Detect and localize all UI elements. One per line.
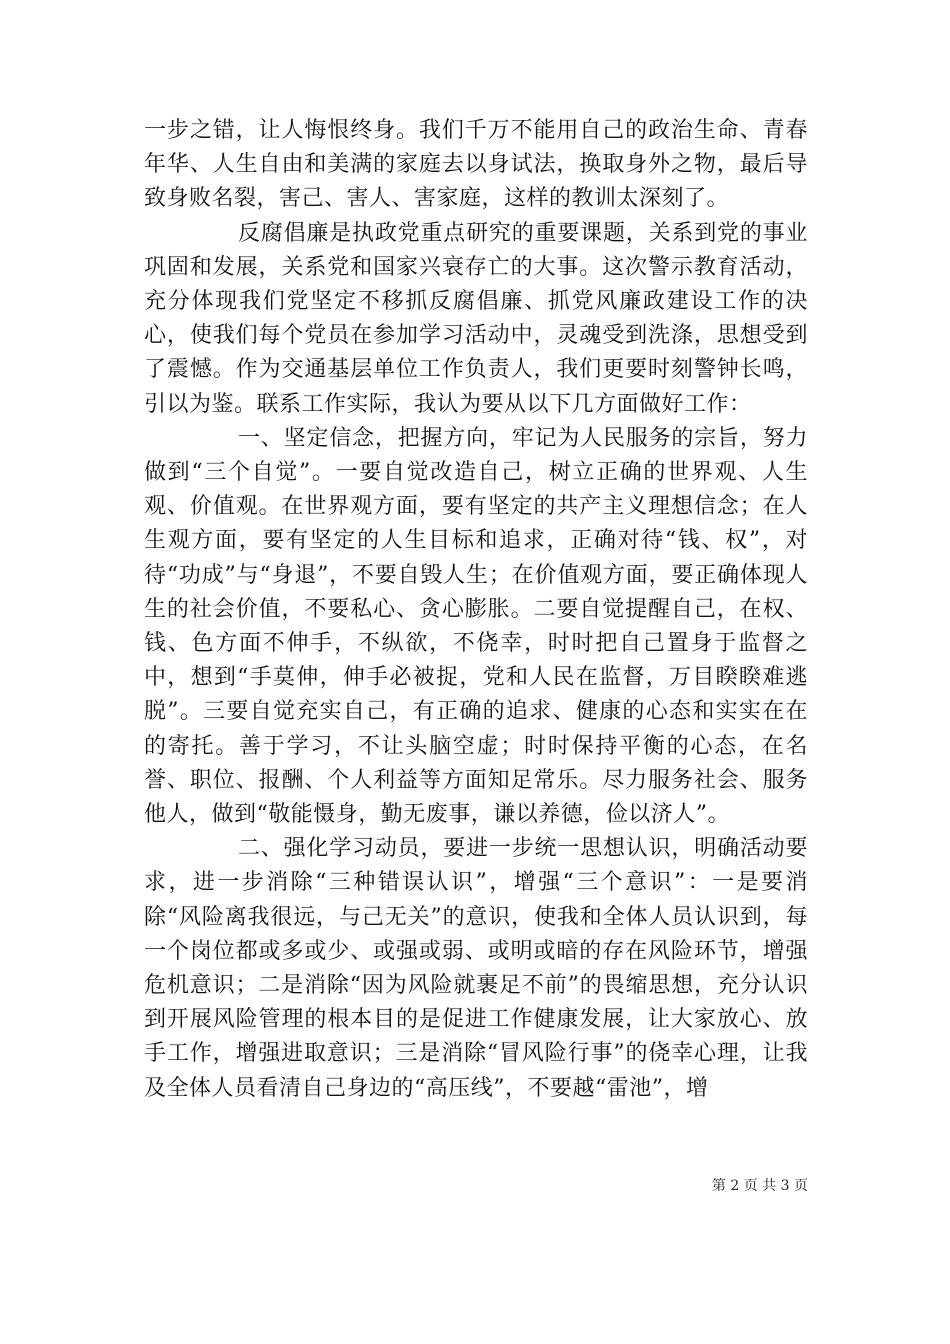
paragraph-1: 一步之错，让人悔恨终身。我们千万不能用自己的政治生命、青春年华、人生自由和美满的家庭去以身试法，换取身外之物，最后导致身败名裂，害己、害人、害家庭，这样的教训太深刻了。: [144, 118, 808, 212]
paragraph-3: 一、坚定信念，把握方向，牢记为人民服务的宗旨，努力做到“三个自觉”。一要自觉改造自己，树立正确的世界观、人生观、价值观。在世界观方面，要有坚定的共产主义理想信念；在人生观方面，要有坚定的人生目标和追求，正确对待“钱、权”，对待“功成”与“身退”，不要自毁人生；在价值观方面，要正确体现人生的社会价值，不要私心、贪心膨胀。二要自觉提醒自己，在权、钱、色方面不伸手，不纵欲，不侥幸，时时把自己置身于监督之中，想到“手莫伸，伸手必被捉，党和人民在监督，万目睽睽难逃脱”。三要自觉充实自己，有正确的追求、健康的心态和实实在在的寄托。善于学习，不让头脑空虚；时时保持平衡的心态，在名誉、职位、报酬、个人利益等方面知足常乐。尽力服务社会、服务他人，做到“敬能慑身，勤无废事，谦以养德，俭以济人”。: [144, 425, 808, 828]
paragraph-2: 反腐倡廉是执政党重点研究的重要课题，关系到党的事业巩固和发展，关系党和国家兴衰存亡的大事。这次警示教育活动，充分体现我们党坚定不移抓反腐倡廉、抓党风廉政建设工作的决心，使我们每个党员在参加学习活动中，灵魂受到洗涤，思想受到了震憾。作为交通基层单位工作负责人，我们更要时刻警钟长鸣，引以为鉴。联系工作实际，我认为要从以下几方面做好工作：: [144, 220, 808, 417]
page-number: 第 2 页 共 3 页: [711, 1178, 808, 1194]
document-body: [144, 114, 808, 1106]
paragraph-4: 二、强化学习动员，要进一步统一思想认识，明确活动要求，进一步消除“三种错误认识”，增强“三个意识”：一是要消除“风险离我很远，与己无关”的意识，使我和全体人员认识到，每一个岗位都或多或少、或强或弱、或明或暗的存在风险环节，增强危机意识；二是消除“因为风险就裹足不前”的畏缩思想，充分认识到开展风险管理的根本目的是促进工作健康发展，让大家放心、放手工作，增强进取意识；三是消除“冒风险行事”的侥幸心理，让我及全体人员看清自己身边的“高压线”，不要越“雷池”，增: [144, 836, 808, 1101]
